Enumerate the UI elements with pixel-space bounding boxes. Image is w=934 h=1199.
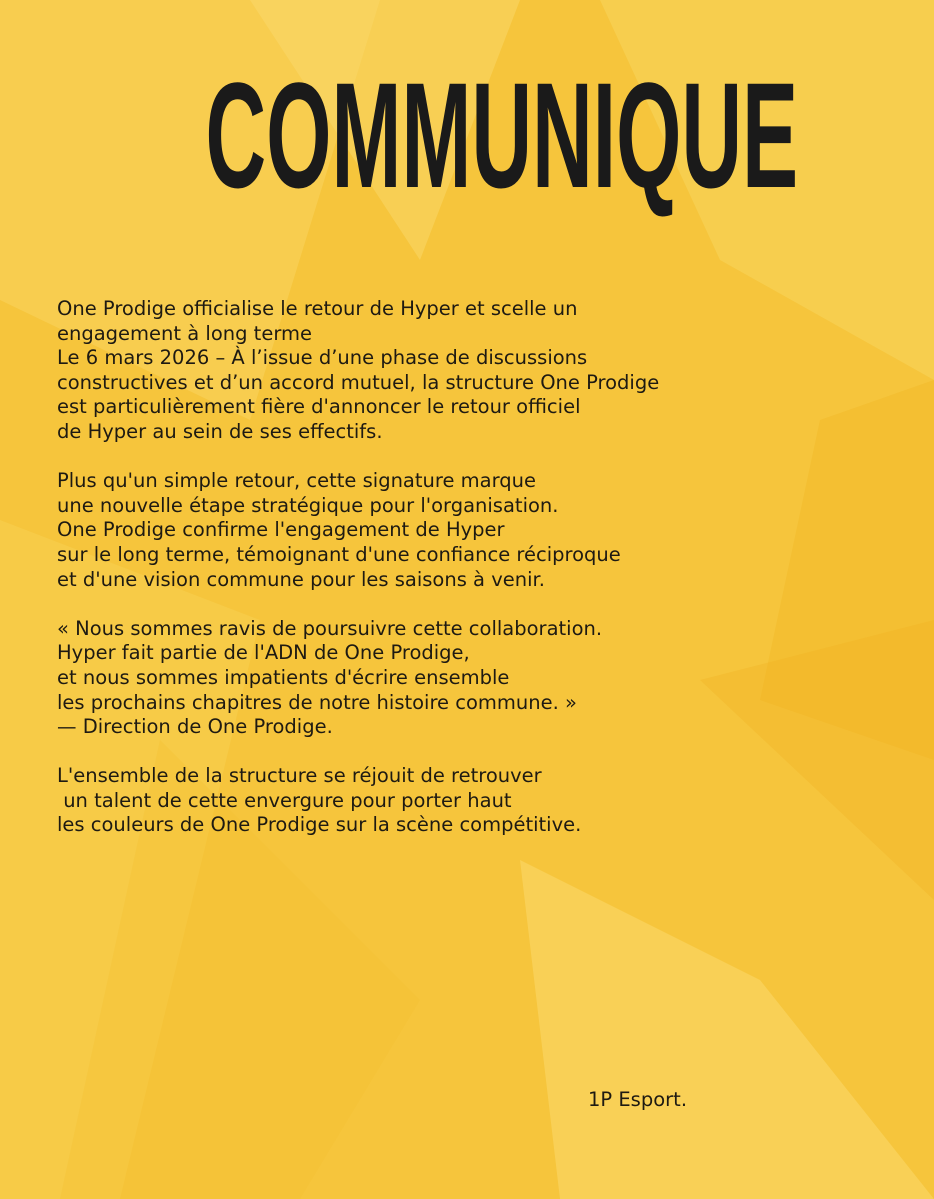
text-line: un talent de cette envergure pour porter haut (57, 788, 512, 812)
text-line: Le 6 mars 2026 – À l’issue d’une phase de discussions (57, 346, 588, 370)
text-line: One Prodige confirme l'engagement de Hyper (57, 518, 505, 542)
paragraph (57, 297, 917, 445)
text-line: engagement à long terme (57, 321, 312, 345)
text-line: L'ensemble de la structure se réjouit de retrouver (57, 764, 542, 788)
page-title: COMMUNIQUE (205, 51, 799, 219)
text-line: sur le long terme, témoignant d'une confiance réciproque (57, 542, 621, 566)
signature: 1P Esport. (588, 1088, 688, 1111)
text-line: une nouvelle étape stratégique pour l'organisation. (57, 493, 559, 517)
text-line: les prochains chapitres de notre histoire commune. » (57, 690, 577, 714)
text-line: est particulièrement fière d'annoncer le retour officiel (57, 395, 581, 419)
text-line: One Prodige officialise le retour de Hyper et scelle un (57, 297, 578, 320)
text-line: et nous sommes impatients d'écrire ensemble (57, 665, 510, 689)
text-line: et d'une vision commune pour les saisons à venir. (57, 567, 545, 591)
text-line: constructives et d’un accord mutuel, la structure One Prodige (57, 370, 660, 394)
text-line: les couleurs de One Prodige sur la scène compétitive. (57, 813, 582, 837)
text-line: Hyper fait partie de l'ADN de One Prodige, (57, 641, 470, 665)
text-line: — Direction de One Prodige. (57, 715, 333, 739)
text-line: « Nous sommes ravis de poursuivre cette collaboration. (57, 616, 603, 640)
paragraph (57, 764, 917, 838)
paragraph (57, 617, 917, 740)
text-line: Plus qu'un simple retour, cette signature marque (57, 469, 537, 493)
communique-body (57, 297, 917, 863)
paragraph (57, 469, 917, 592)
text-line: de Hyper au sein de ses effectifs. (57, 419, 383, 443)
